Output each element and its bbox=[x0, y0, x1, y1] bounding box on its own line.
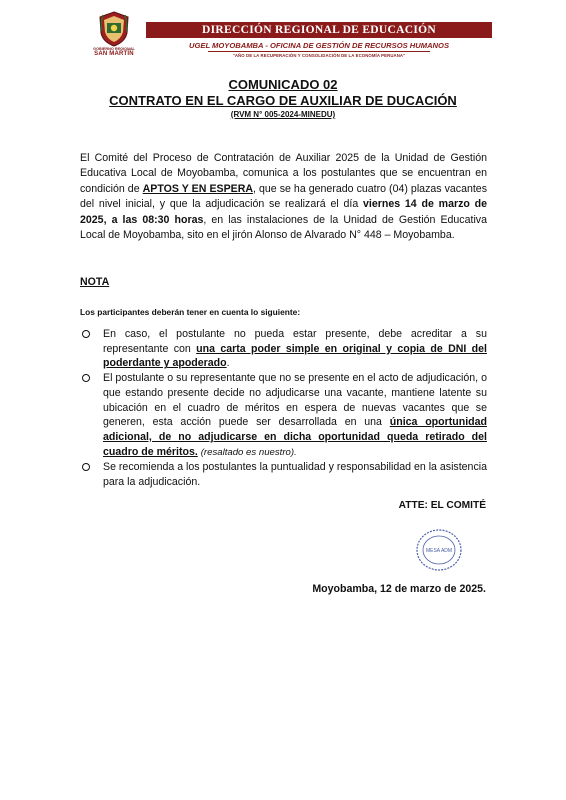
document-subject: CONTRATO EN EL CARGO DE AUXILIAR DE DUCACIÓN bbox=[109, 93, 457, 108]
nota-heading: NOTA bbox=[80, 276, 110, 288]
logo-caption: GOBIERNO REGIONAL bbox=[93, 47, 135, 51]
notes-list bbox=[80, 327, 487, 490]
office-subtitle: UGEL MOYOBAMBA - OFICINA DE GESTIÓN DE RECURSOS HUMANOS bbox=[188, 41, 450, 50]
seal-text: MESA ADM bbox=[425, 548, 453, 554]
item-text: El postulante o su representante que no se presente en el acto de adjudicación, o que estando presente decide no adjudicarse una vacante, mantiene latente su ubicación en el cuadro de méritos en espera de nuevas vacantes que se generen, esta acción puede ser desarrollada en una bbox=[103, 372, 487, 429]
circle-bullet-icon bbox=[82, 463, 90, 471]
paragraph-text: , que se ha generado cuatro (04) plazas vacantes del nivel inicial, y que la adjudicación se realizará el día bbox=[80, 182, 487, 211]
main-paragraph bbox=[80, 151, 487, 243]
official-seal-icon bbox=[414, 527, 464, 573]
item-emphasis: una carta poder simple en original y copia de DNI del poderdante y apoderado bbox=[103, 342, 487, 370]
letterhead bbox=[88, 13, 494, 65]
nota-intro: Los participantes deberán tener en cuenta lo siguiente: bbox=[80, 307, 301, 317]
regional-government-logo bbox=[86, 11, 142, 67]
banner-title: DIRECCIÓN REGIONAL DE EDUCACIÓN bbox=[146, 22, 492, 38]
coat-of-arms-icon bbox=[97, 11, 131, 47]
closing-signature: ATTE: EL COMITÉ bbox=[398, 500, 486, 511]
document-title: COMUNICADO 02 bbox=[228, 77, 338, 92]
item-text: . bbox=[226, 357, 230, 370]
logo-region-name: SAN MARTÍN bbox=[94, 51, 134, 58]
item-note: (resaltado es nuestro). bbox=[200, 446, 297, 458]
circle-bullet-icon bbox=[82, 330, 90, 338]
legal-reference: (RVM N° 005-2024-MINEDU) bbox=[230, 110, 336, 119]
item-emphasis: única oportunidad adicional, de no adjudicarse en dicha oportunidad queda retirado del cuadro de méritos. bbox=[103, 416, 487, 458]
place-and-date: Moyobamba, 12 de marzo de 2025. bbox=[312, 583, 486, 595]
subtitle-divider bbox=[208, 51, 430, 52]
paragraph-text: , en las instalaciones de la Unidad de Gestión Educativa Local de Moyobamba, sito en el jirón Alonso de Alvarado N° 448 – Moyobamba. bbox=[80, 213, 487, 242]
list-item bbox=[80, 371, 487, 460]
list-item bbox=[80, 327, 487, 371]
circle-bullet-icon bbox=[82, 374, 90, 382]
year-slogan: "AÑO DE LA RECUPERACIÓN Y CONSOLIDACIÓN DE LA ECONOMÍA PERUANA" bbox=[232, 53, 406, 58]
date-highlight: viernes 14 de marzo de 2025, a las 08:30 horas bbox=[80, 198, 488, 226]
item-text: En caso, el postulante no pueda estar presente, debe acreditar a su representante con bbox=[103, 328, 487, 355]
paragraph-text: El Comité del Proceso de Contratación de Auxiliar 2025 de la Unidad de Gestión Educativa Local de Moyobamba, comunica a los postulantes que se encuentran en condición de bbox=[80, 152, 487, 195]
list-item bbox=[80, 460, 487, 489]
status-highlight: APTOS Y EN ESPERA bbox=[142, 182, 254, 195]
item-text: Se recomienda a los postulantes la puntualidad y responsabilidad en la asistencia para la adjudicación. bbox=[103, 461, 487, 489]
